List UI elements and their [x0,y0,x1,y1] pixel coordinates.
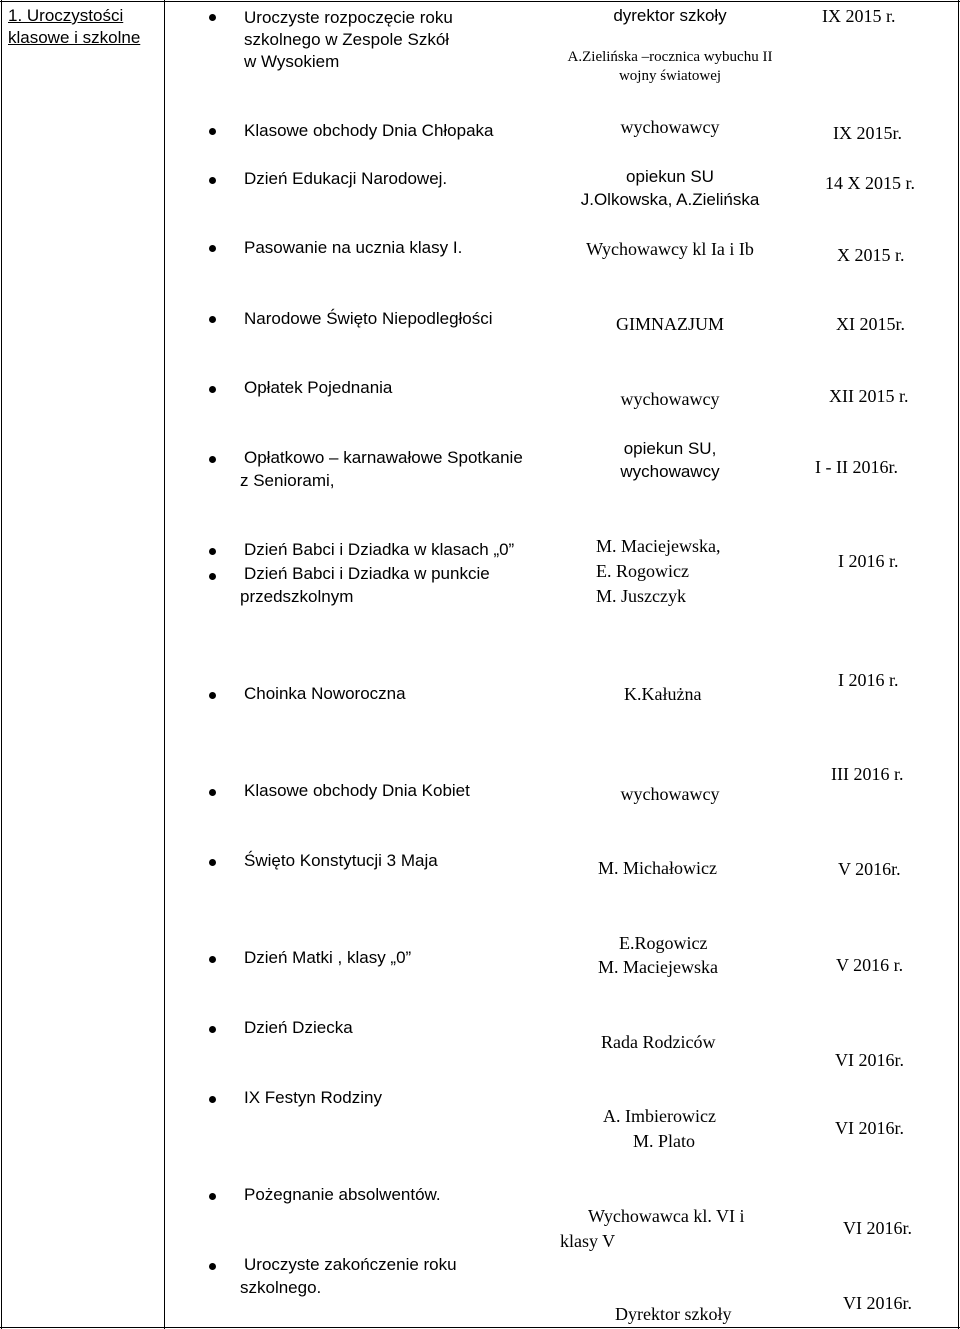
event-text: Dzień Babci i Dziadka w punkcie [244,564,490,583]
responsible-text: M. Maciejewska [598,957,718,977]
bullet-icon [209,1193,216,1200]
responsible-text: M. Maciejewska, [596,536,721,556]
event-text: Dzień Edukacji Narodowej. [244,169,448,188]
responsible-text: Wychowawca kl. VI i [588,1206,745,1226]
bullet-icon [209,177,216,184]
bullet-icon [209,386,216,393]
responsible-text: wojny światowej [618,68,722,84]
bullet-icon [209,316,216,323]
table-border-top [0,1,960,2]
date-text: V 2016r. [838,859,901,879]
responsible-text: Dyrektor szkoły [615,1304,732,1324]
date-text: XII 2015 r. [829,386,909,406]
section-title [8,5,158,49]
responsible-text: wychowawcy [620,462,720,481]
date-text: XI 2015r. [836,314,905,334]
event-text: Opłatkowo – karnawałowe Spotkanie [244,448,523,467]
event-text: szkolnego. [240,1278,322,1297]
table-border-left [1,0,2,1329]
event-text: Święto Konstytucji 3 Maja [244,851,438,870]
responsible-text: wychowawcy [620,117,720,137]
date-text: I - II 2016r. [815,457,898,477]
responsible-text: M. Plato [633,1131,696,1151]
date-text: 14 X 2015 r. [825,173,915,193]
responsible-text: A. Imbierowicz [603,1106,716,1126]
date-text: III 2016 r. [831,764,904,784]
responsible-text: M. Juszczyk [596,586,686,606]
bullet-icon [209,956,216,963]
responsible-text: Rada Rodziców [601,1032,716,1052]
responsible-text: Wychowawcy kl Ia i Ib [586,239,754,259]
event-text: Choinka Noworoczna [244,684,406,703]
responsible-text: K.Kałużna [624,684,702,704]
event-text: Opłatek Pojednania [244,378,393,397]
responsible-text: dyrektor szkoły [613,6,727,25]
responsible-text: M. Michałowicz [598,858,717,878]
table-border-bottom [0,1327,960,1328]
table-column-divider [164,0,165,1329]
event-text: z Seniorami, [240,471,335,490]
date-text: VI 2016r. [835,1050,904,1070]
bullet-icon [209,14,216,21]
bullet-icon [209,859,216,866]
responsible-text: E.Rogowicz [619,933,708,953]
event-text: Uroczyste zakończenie roku [244,1255,457,1274]
table-border-right [958,0,959,1329]
responsible-text: opiekun SU [626,167,714,186]
event-text: IX Festyn Rodziny [244,1088,382,1107]
bullet-icon [209,1026,216,1033]
responsible-text: E. Rogowicz [596,561,689,581]
event-text: Narodowe Święto Niepodległości [244,309,493,328]
date-text: IX 2015 r. [822,6,896,26]
date-text: VI 2016r. [843,1218,912,1238]
bullet-icon [209,548,216,555]
event-text: szkolnego w Zespole Szkół [244,30,450,49]
bullet-icon [209,573,216,580]
event-text: Pasowanie na ucznia klasy I. [244,238,463,257]
bullet-icon [209,128,216,135]
event-text: Pożegnanie absolwentów. [244,1185,441,1204]
section-title-line: klasowe i szkolne [8,28,141,47]
responsible-text: wychowawcy [620,784,720,804]
responsible-text: A.Zielińska –rocznica wybuchu II [567,49,773,65]
date-text: V 2016 r. [836,955,904,975]
event-text: Uroczyste rozpoczęcie roku [244,8,453,27]
bullet-icon [209,1096,216,1103]
date-text: X 2015 r. [837,245,905,265]
bullet-icon [209,789,216,796]
event-text: w Wysokiem [244,52,340,71]
bullet-icon [209,245,216,252]
date-text: I 2016 r. [838,670,899,690]
bullet-icon [209,456,216,463]
responsible-text: J.Olkowska, A.Zielińska [580,190,760,209]
event-text: Klasowe obchody Dnia Chłopaka [244,121,494,140]
date-text: VI 2016r. [835,1118,904,1138]
responsible-text: GIMNAZJUM [616,314,724,334]
section-title-line: 1. Uroczystości [8,6,124,25]
responsible-text: klasy V [560,1231,616,1251]
event-text: Dzień Babci i Dziadka w klasach „0” [244,540,515,559]
responsible-text: wychowawcy [620,389,720,409]
bullet-icon [209,692,216,699]
responsible-text: opiekun SU, [623,439,717,458]
date-text: VI 2016r. [843,1293,912,1313]
date-text: IX 2015r. [833,123,902,143]
bullet-icon [209,1263,216,1270]
event-text: Dzień Dziecka [244,1018,353,1037]
event-text: Klasowe obchody Dnia Kobiet [244,781,470,800]
event-text: przedszkolnym [240,587,354,606]
date-text: I 2016 r. [838,551,899,571]
event-text: Dzień Matki , klasy „0” [244,948,412,967]
